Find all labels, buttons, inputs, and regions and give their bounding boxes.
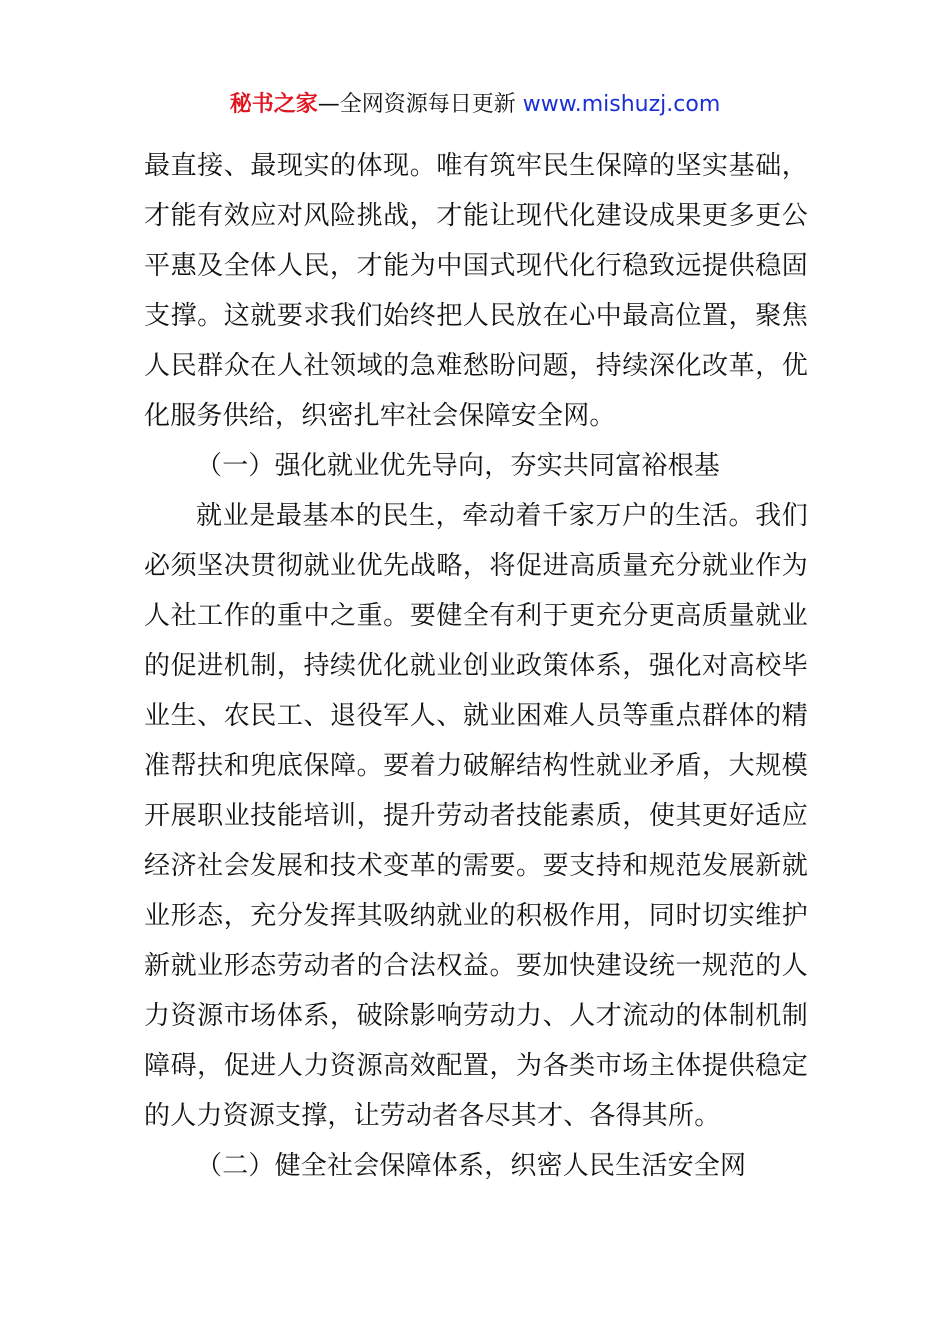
text-line: 必须坚决贯彻就业优先战略，将促进高质量充分就业作为 <box>144 551 808 581</box>
text-line: 力资源市场体系，破除影响劳动力、人才流动的体制机制 <box>144 1001 808 1031</box>
brand-name: 秘书之家 <box>229 92 318 117</box>
text-line: 新就业形态劳动者的合法权益。要加快建设统一规范的人 <box>144 951 808 981</box>
text-line: 人民群众在人社领域的急难愁盼问题，持续深化改革，优 <box>144 351 808 381</box>
section-heading: （二）健全社会保障体系，织密人民生活安全网 <box>196 1151 747 1181</box>
header-tagline: —全网资源每日更新 <box>317 92 523 117</box>
text-line: 准帮扶和兜底保障。要着力破解结构性就业矛盾，大规模 <box>144 751 808 781</box>
section-heading: （一）强化就业优先导向，夯实共同富裕根基 <box>196 451 721 481</box>
text-line: 的促进机制，持续优化就业创业政策体系，强化对高校毕 <box>144 651 808 681</box>
text-line: 就业是最基本的民生，牵动着千家万户的生活。我们 <box>196 501 808 531</box>
text-line: 人社工作的重中之重。要健全有利于更充分更高质量就业 <box>144 601 808 631</box>
text-line: 经济社会发展和技术变革的需要。要支持和规范发展新就 <box>144 851 808 881</box>
text-line: 化服务供给，织密扎牢社会保障安全网。 <box>144 401 616 431</box>
text-line: 的人力资源支撑，让劳动者各尽其才、各得其所。 <box>144 1101 721 1131</box>
text-line: 业形态，充分发挥其吸纳就业的积极作用，同时切实维护 <box>144 901 808 931</box>
document-body <box>144 141 808 1191</box>
text-line: 障碍，促进人力资源高效配置，为各类市场主体提供稳定 <box>144 1051 808 1081</box>
text-line: 最直接、最现实的体现。唯有筑牢民生保障的坚实基础， <box>144 151 808 181</box>
site-url-link[interactable]: www.mishuzj.com <box>522 92 721 117</box>
text-line: 业生、农民工、退役军人、就业困难人员等重点群体的精 <box>144 701 808 731</box>
page-header <box>0 88 950 122</box>
text-line: 才能有效应对风险挑战，才能让现代化建设成果更多更公 <box>144 201 808 231</box>
text-line: 开展职业技能培训，提升劳动者技能素质，使其更好适应 <box>144 801 808 831</box>
text-line: 支撑。这就要求我们始终把人民放在心中最高位置，聚焦 <box>144 301 808 331</box>
text-line: 平惠及全体人民，才能为中国式现代化行稳致远提供稳固 <box>144 251 808 281</box>
